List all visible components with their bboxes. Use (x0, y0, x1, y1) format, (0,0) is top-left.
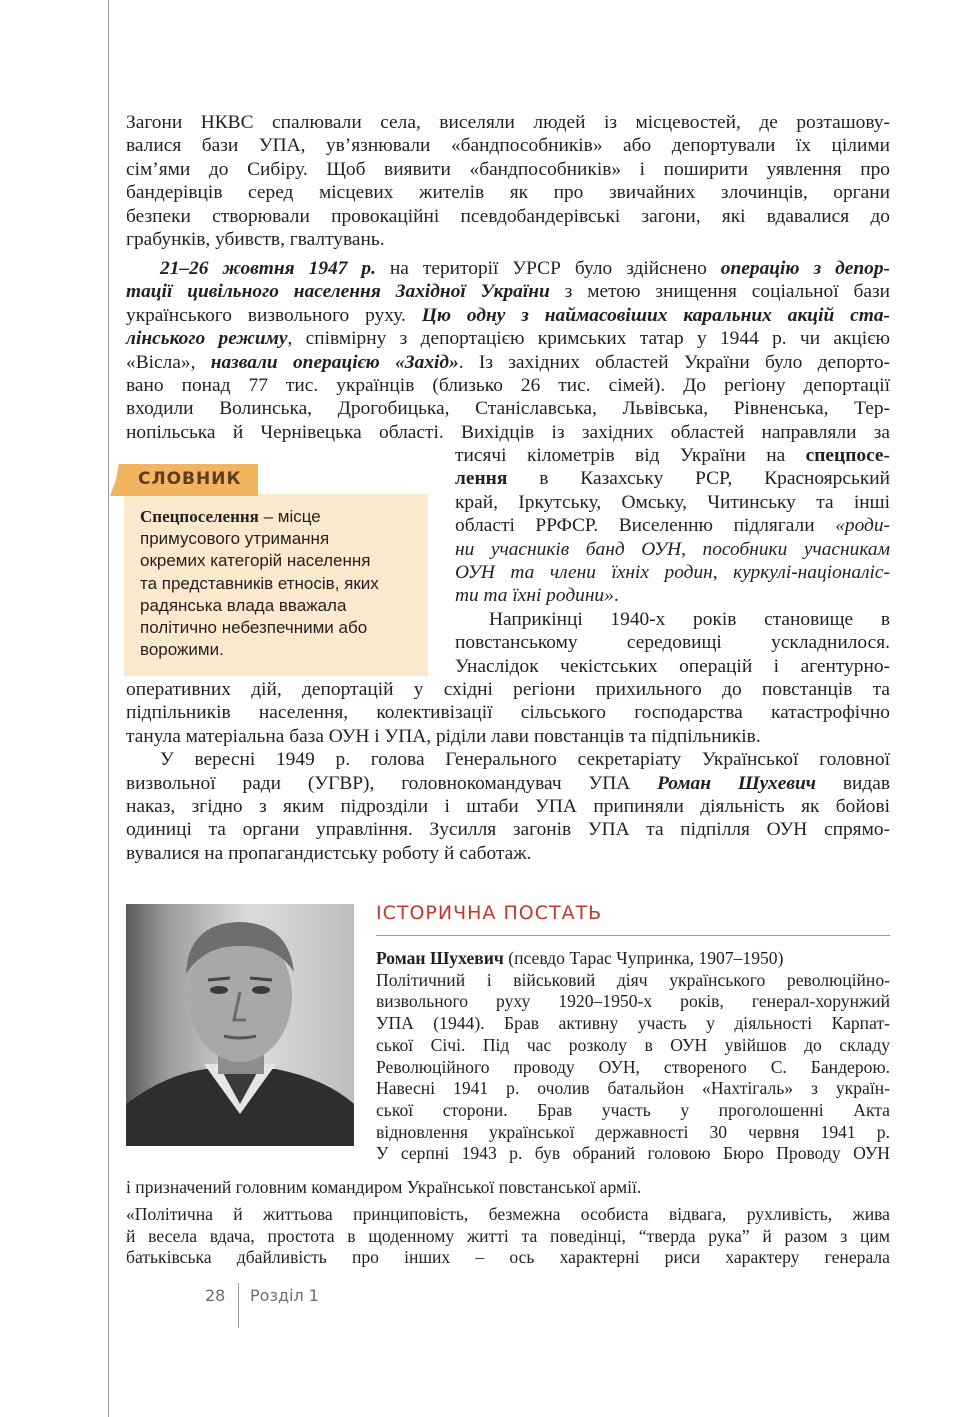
term-emphasis: операцію з депор- (720, 258, 890, 279)
text-line (376, 948, 890, 970)
text-line: вано понад 77 тис. українців (близько 26 тис. сімей). До регіону депортації (126, 375, 890, 397)
text-line: Революційного проводу ОУН, створеного С. Бандерою. (376, 1056, 890, 1077)
text-line: повстанському середовищі ускладнилося. (455, 632, 890, 654)
portrait-illustration (126, 904, 354, 1146)
text-line: батьківська дбайливість про інших – ось характерні риси характеру генерала (126, 1247, 890, 1268)
portrait-photo (126, 904, 354, 1146)
text-line: У серпні 1943 р. був обраний головою Бюро Проводу ОУН (376, 1143, 890, 1164)
text-line: входили Волинська, Дрогобицька, Станіславська, Львівська, Рівненська, Тер- (126, 398, 890, 420)
text-line (455, 444, 890, 467)
person-bio-continued (126, 1177, 890, 1199)
text-line: й весела вдача, простота в щоденному житті та поведінці, “тверда рука” й разом з цим (126, 1225, 890, 1246)
text-run: на території УРСР було здійснено (375, 258, 721, 279)
text-line: танула матеріальна база ОУН і УПА, ріділи лави повстанців та підпільників. (126, 725, 761, 747)
text-line: визвольного руху 1920–1950-х років, генерал-хорунжий (376, 991, 890, 1012)
text-line: бандерівців серед місцевих жителів як про звичайних злочинців, органи (126, 182, 890, 204)
glossary-box (110, 462, 428, 676)
text-line: радянська влада вважала (140, 595, 347, 615)
text-line: Політичний і військовий діяч українського революційно- (376, 969, 890, 990)
narrow-column (455, 444, 890, 678)
text-line: ворожими. (140, 640, 224, 660)
text-line: і призначений головним командиром Української повстанської армії. (126, 1177, 642, 1197)
text-line: Навесні 1941 р. очолив батальйон «Нахтігаль» з україн- (376, 1078, 890, 1099)
text-line: оперативних дій, депортацій у східні регіони прихильного до повстанців та (126, 679, 890, 700)
term-emphasis: Цю одну з наймасовіших каральних акцій ста- (421, 304, 890, 326)
term-bold: спецпосе- (805, 445, 890, 466)
paragraph-1 (126, 111, 890, 251)
text-line: УПА (1944). Брав активну участь у діяльності Карпат- (376, 1013, 890, 1034)
term-emphasis: лінського режиму (126, 328, 288, 350)
person-emphasis: Роман Шухевич (657, 772, 816, 794)
page-number: 28 (205, 1286, 226, 1305)
term-emphasis: назвали операцією «Захід» (210, 351, 459, 373)
text-line: Унаслідок чекістських операцій і агентурно- (455, 655, 890, 677)
text-line: грабунків, убивств, гвалтувань. (126, 229, 385, 251)
date-emphasis: 21–26 жовтня 1947 р. (160, 258, 376, 279)
text-line (126, 304, 890, 327)
text-line: політично небезпечними або (140, 618, 368, 638)
person-bio (376, 948, 890, 1165)
text-run: українського визвольного руху. (126, 304, 422, 326)
text-line: сім’ями до Сибіру. Щоб виявити «бандпособників» і поширити уявлення про (126, 158, 890, 180)
text-run: (псевдо Тарас Чупринка, 1907–1950) (503, 948, 784, 968)
text-line: окремих категорій населення (140, 551, 371, 571)
text-line: валися бази УПА, ув’язнювали «бандпособників» або депортували їх цілими (126, 135, 890, 157)
text-line (126, 280, 890, 303)
text-line (455, 514, 890, 537)
glossary-panel (124, 494, 428, 676)
historical-figure-title: ІСТОРИЧНА ПОСТАТЬ (376, 902, 603, 924)
text-line (126, 772, 890, 795)
text-line: ни учасників банд ОУН, пособники учасникам (455, 538, 890, 560)
text-line: примусового утримання (140, 529, 330, 549)
text-run: з метою знищення соціальної бази (549, 281, 890, 303)
text-line: «Політична й життьова принциповість, безмежна особиста відвага, рухливість, жива (126, 1204, 890, 1224)
text-run: – місце (258, 507, 321, 526)
glossary-term: Спецпоселення (140, 507, 259, 526)
text-run: , співмірну з депортацією кримських татар у 1944 р. чи акцією (287, 328, 891, 350)
paragraph-2 (126, 257, 890, 444)
footer-divider (238, 1283, 239, 1328)
glossary-definition (140, 506, 410, 661)
text-line: підпільників населення, колективізації сільського господарства катастрофічно (126, 702, 890, 724)
person-name: Роман Шухевич (376, 948, 504, 968)
text-run: . Із західних областей України було депорто- (458, 351, 890, 373)
paragraph-3-4 (126, 678, 890, 865)
text-line: ОУН та члени їхніх родин, куркулі-націоналіс- (455, 562, 890, 584)
text-run: «Вісла», (126, 351, 211, 373)
text-line: Наприкінці 1940-х років становище в (489, 608, 890, 630)
text-run: видав (815, 772, 890, 794)
quote-italic: «роди- (835, 515, 890, 537)
text-line: відновлення української державності 30 червня 1941 р. (376, 1121, 890, 1142)
text-line (126, 257, 890, 280)
term-emphasis: тації цивільного населення Західної України (126, 281, 550, 303)
quote (126, 1204, 890, 1269)
chapter-label: Розділ 1 (250, 1286, 319, 1305)
text-line (455, 467, 890, 490)
text-line: нопільська й Чернівецька області. Вихідців із західних областей направляли за (126, 421, 890, 443)
margin-rule (108, 0, 109, 1417)
section-divider (376, 935, 890, 936)
text-run: тисячі кілометрів від України на (455, 445, 806, 466)
text-run: в Казахську РСР, Красноярський (507, 468, 890, 490)
text-line: та представників етносів, яких (140, 573, 379, 593)
text-line: одиниці та органи управління. Зусилля загонів УПА та підпілля ОУН спрямо- (126, 819, 890, 841)
term-bold: лення (455, 468, 508, 490)
text-line (126, 327, 890, 350)
text-line (126, 351, 890, 374)
text-run: області РРФСР. Виселенню підлягали (455, 515, 836, 537)
glossary-title: СЛОВНИК (138, 469, 242, 489)
text-run: визвольної ради (УГВР), головнокомандувач УПА (126, 772, 658, 794)
text-line: наказ, згідно з яким підрозділи і штаби УПА припиняли діяльність як бойові (126, 796, 890, 818)
text-line: ської Січі. Під час розколу в ОУН увійшов до складу (376, 1034, 890, 1055)
text-line: ської сторони. Брав участь у проголошенні Акта (376, 1099, 890, 1120)
text-line: край, Іркутську, Омську, Читинську та інші (455, 491, 890, 513)
text-line (455, 584, 890, 607)
text-line: безпеки створювали провокаційні псевдобандерівські загони, які вдавалися до (126, 205, 890, 227)
quote-italic: ти та їхні родини» (455, 585, 614, 607)
text-line: вувалися на пропагандистську роботу й саботаж. (126, 842, 532, 864)
text-run: . (613, 585, 619, 607)
text-line: У вересні 1949 р. голова Генерального секретаріату Української головної (160, 749, 890, 771)
text-line: Загони НКВС спалювали села, виселяли людей із місцевостей, де розташову- (126, 112, 890, 133)
